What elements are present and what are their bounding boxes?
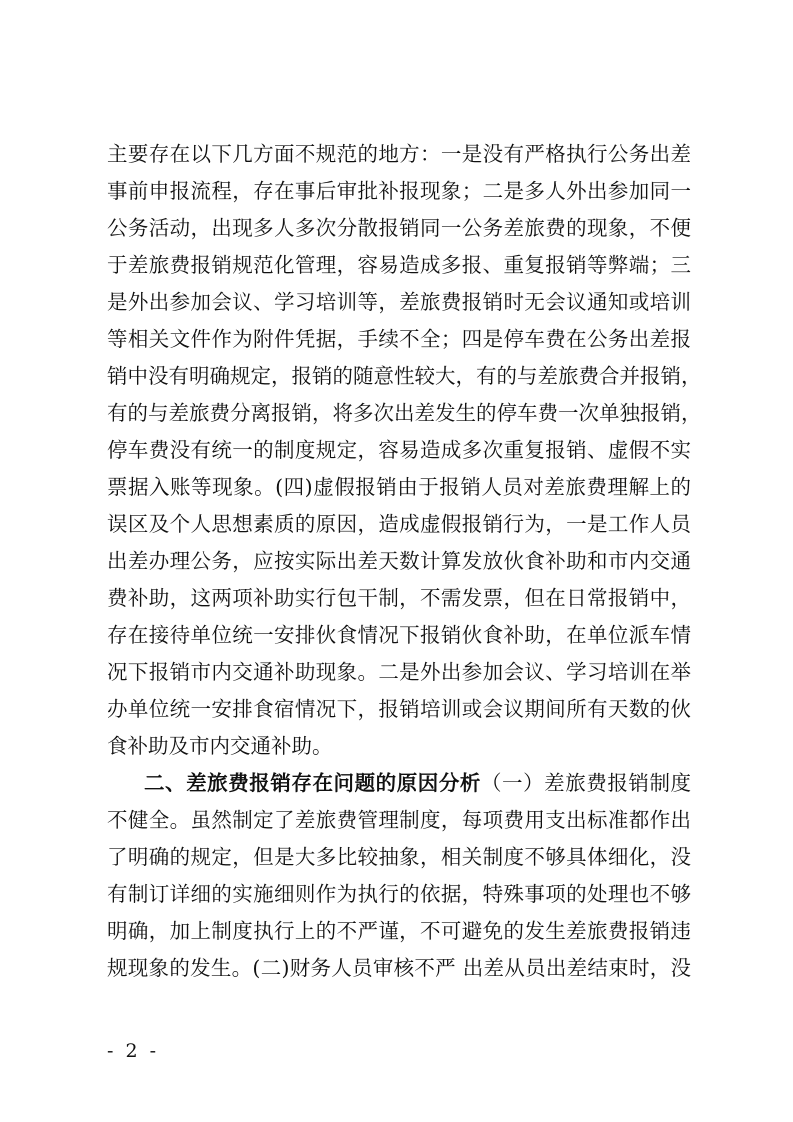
heading-line	[107, 765, 691, 802]
document-body	[107, 136, 702, 987]
text-line: 有制订详细的实施细则作为执行的依据，特殊事项的处理也不够	[107, 882, 691, 906]
paragraph-2	[107, 765, 691, 987]
text-line: 等相关文件作为附件凭据，手续不全；四是停车费在公务出差报	[107, 327, 691, 351]
text-line: 是外出参加会议、学习培训等，差旅费报销时无会议通知或培训	[107, 290, 691, 314]
text-line: 销中没有明确规定，报销的随意性较大，有的与差旅费合并报销，	[107, 364, 702, 388]
text-line: 于差旅费报销规范化管理，容易造成多报、重复报销等弊端；三	[107, 253, 691, 277]
text-line: 有的与差旅费分离报销，将多次出差发生的停车费一次单独报销，	[107, 401, 702, 425]
text-line: 况下报销市内交通补助现象。二是外出参加会议、学习培训在举	[107, 660, 691, 684]
text-line: 食补助及市内交通补助。	[107, 734, 333, 758]
paragraph-1	[107, 136, 702, 765]
text-line: 公务活动，出现多人多次分散报销同一公务差旅费的现象，不便	[107, 216, 691, 240]
text-line: 了明确的规定，但是大多比较抽象，相关制度不够具体细化，没	[107, 845, 691, 869]
text-line: 主要存在以下几方面不规范的地方：一是没有严格执行公务出差	[107, 142, 691, 166]
text-line: 规现象的发生。(二)财务人员审核不严 出差从员出差结束时，没	[107, 956, 691, 980]
text-line: 误区及个人思想素质的原因，造成虚假报销行为，一是工作人员	[107, 512, 691, 536]
text-line: 出差办理公务，应按实际出差天数计算发放伙食补助和市内交通	[107, 549, 691, 573]
text-line: 不健全。虽然制定了差旅费管理制度，每项费用支出标准都作出	[107, 808, 691, 832]
page-number: - 2 -	[107, 1040, 160, 1062]
text-line: 办单位统一安排食宿情况下，报销培训或会议期间所有天数的伙	[107, 697, 691, 721]
section-heading: 二、差旅费报销存在问题的原因分析	[144, 771, 481, 795]
text-segment: （一）差旅费报销制度	[480, 771, 692, 795]
text-line: 费补助，这两项补助实行包干制，不需发票，但在日常报销中，	[107, 586, 691, 610]
text-line: 明确，加上制度执行上的不严谨，不可避免的发生差旅费报销违	[107, 919, 691, 943]
text-line: 事前申报流程，存在事后审批补报现象；二是多人外出参加同一	[107, 179, 691, 203]
text-line: 存在接待单位统一安排伙食情况下报销伙食补助，在单位派车情	[107, 623, 691, 647]
text-line: 票据入账等现象。(四)虚假报销由于报销人员对差旅费理解上的	[107, 475, 691, 499]
text-line: 停车费没有统一的制度规定，容易造成多次重复报销、虚假不实	[107, 438, 691, 462]
